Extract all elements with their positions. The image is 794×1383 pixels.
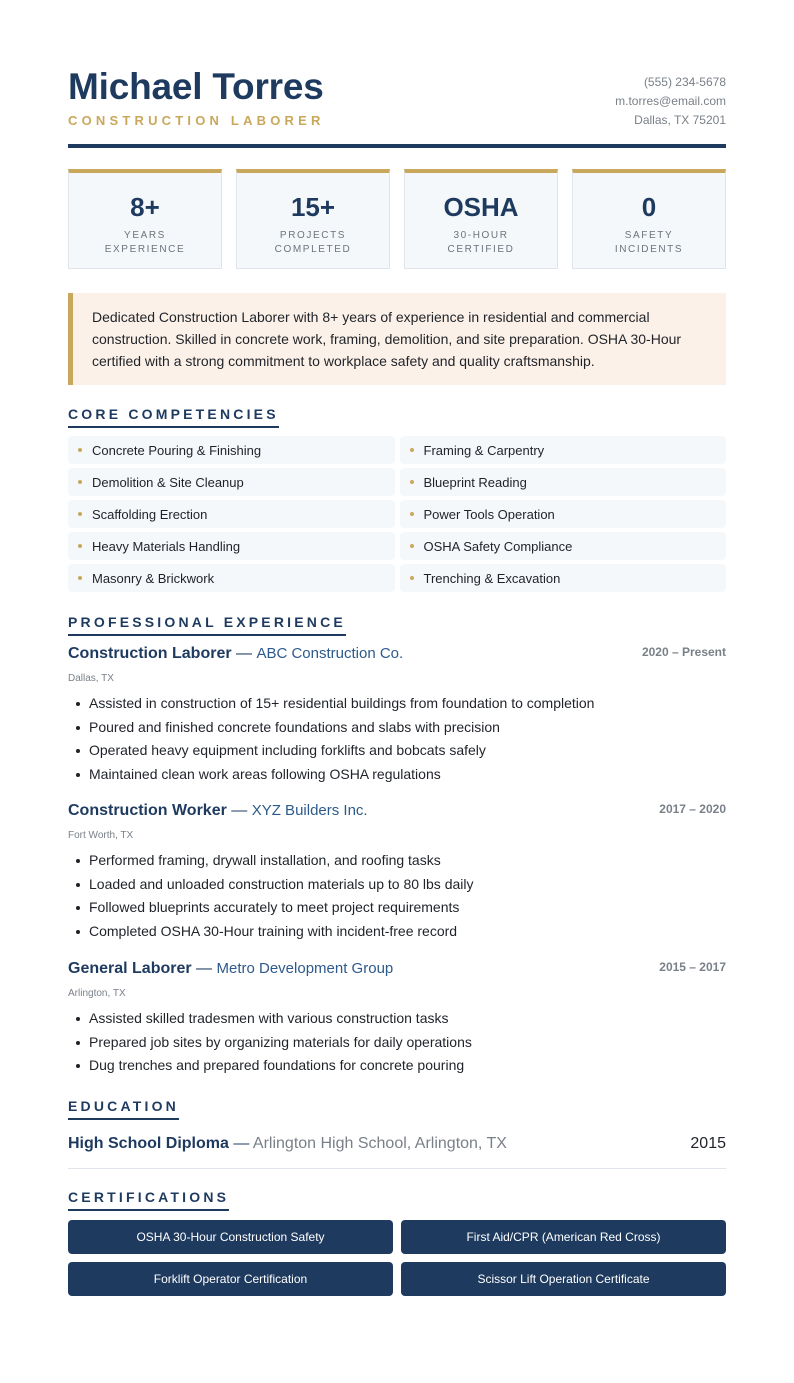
- contact-email: m.torres@email.com: [615, 94, 726, 108]
- job-location: Fort Worth, TX: [68, 830, 134, 841]
- bullet-dot-icon: [410, 448, 414, 452]
- competency-label: Scaffolding Erection: [92, 506, 208, 522]
- competency-item: [68, 436, 395, 464]
- stat-label: SAFETY INCIDENTS: [614, 230, 684, 255]
- job-bullets: [68, 849, 726, 944]
- competency-item: [400, 532, 727, 560]
- job-role: General Laborer: [68, 960, 192, 977]
- competency-item: [68, 564, 395, 592]
- education-degree: High School Diploma: [68, 1135, 229, 1152]
- competency-label: Demolition & Site Cleanup: [92, 474, 244, 490]
- job-header: [68, 802, 726, 824]
- competency-item: [68, 500, 395, 528]
- resume-page: [68, 0, 726, 1286]
- competency-item: [400, 564, 727, 592]
- job-bullet: Dug trenches and prepared foundations for concrete pouring: [68, 1054, 726, 1078]
- competency-label: Concrete Pouring & Finishing: [92, 442, 262, 458]
- competency-item: [68, 468, 395, 496]
- contact-location: Dallas, TX 75201: [634, 113, 726, 127]
- stat-value: OSHA: [443, 192, 519, 222]
- bullet-dot-icon: [78, 576, 82, 580]
- bullet-dot-icon: [78, 512, 82, 516]
- competency-item: [400, 436, 727, 464]
- job-bullet: Poured and finished concrete foundations and slabs with precision: [68, 716, 726, 740]
- job-bullet: Followed blueprints accurately to meet project requirements: [68, 896, 726, 920]
- job-bullets: [68, 1007, 726, 1078]
- stat-label: 30-HOUR CERTIFIED: [447, 230, 515, 255]
- competency-label: Masonry & Brickwork: [92, 570, 215, 586]
- bullet-dot-icon: [410, 544, 414, 548]
- bullet-dot-icon: [410, 576, 414, 580]
- job-bullet: Prepared job sites by organizing materials for daily operations: [68, 1031, 726, 1055]
- certification-badge: Scissor Lift Operation Certificate: [401, 1262, 726, 1296]
- certification-badge: OSHA 30-Hour Construction Safety: [68, 1220, 393, 1254]
- bullet-dot-icon: [78, 480, 82, 484]
- job-bullet: Completed OSHA 30-Hour training with incident-free record: [68, 920, 726, 944]
- stat-card-safety: [572, 169, 726, 269]
- bullet-dot-icon: [410, 512, 414, 516]
- job-dates: 2020 – Present: [641, 645, 726, 659]
- stat-value: 15+: [290, 192, 336, 222]
- stat-value: 0: [641, 192, 657, 222]
- job-separator: —: [226, 802, 252, 819]
- job-company: Metro Development Group: [216, 960, 394, 977]
- bullet-dot-icon: [410, 480, 414, 484]
- job-bullet: Operated heavy equipment including forklifts and bobcats safely: [68, 739, 726, 763]
- stat-card-osha: [404, 169, 558, 269]
- job-bullet: Assisted skilled tradesmen with various construction tasks: [68, 1007, 726, 1031]
- education-school: Arlington High School, Arlington, TX: [252, 1135, 507, 1152]
- competency-item: [400, 468, 727, 496]
- competency-label: Framing & Carpentry: [423, 442, 545, 458]
- section-heading-competencies: CORE COMPETENCIES: [68, 405, 279, 428]
- job-dates: 2017 – 2020: [659, 802, 726, 816]
- certification-badge: Forklift Operator Certification: [68, 1262, 393, 1296]
- education-entry: [68, 1135, 726, 1169]
- job-bullet: Maintained clean work areas following OSHA regulations: [68, 763, 726, 787]
- section-heading-education: EDUCATION: [68, 1097, 179, 1120]
- job-bullet: Performed framing, drywall installation, and roofing tasks: [68, 849, 726, 873]
- job-bullet: Assisted in construction of 15+ residential buildings from foundation to completion: [68, 692, 726, 716]
- education-year: 2015: [690, 1135, 726, 1152]
- competency-label: Trenching & Excavation: [423, 570, 561, 586]
- job-location: Dallas, TX: [68, 673, 114, 684]
- stat-label: PROJECTS COMPLETED: [274, 230, 352, 255]
- competency-item: [68, 532, 395, 560]
- job-company: ABC Construction Co.: [256, 645, 404, 662]
- competency-label: Blueprint Reading: [423, 474, 527, 490]
- job-dates: 2015 – 2017: [659, 960, 726, 974]
- competency-label: Heavy Materials Handling: [92, 538, 241, 554]
- resume-header: [68, 0, 726, 148]
- job-role: Construction Laborer: [68, 645, 232, 662]
- job-company: XYZ Builders Inc.: [251, 802, 368, 819]
- job-entry: [68, 645, 726, 787]
- job-title: CONSTRUCTION LABORER: [68, 113, 325, 128]
- certifications-grid: [68, 1220, 726, 1296]
- competency-item: [400, 500, 727, 528]
- competencies-grid: [68, 436, 726, 592]
- stats-row: [68, 169, 726, 269]
- job-entry: [68, 960, 726, 1078]
- competency-label: Power Tools Operation: [423, 506, 555, 522]
- job-header: [68, 645, 726, 667]
- job-role: Construction Worker: [68, 802, 227, 819]
- stat-card-years: [68, 169, 222, 269]
- bullet-dot-icon: [78, 544, 82, 548]
- stat-card-projects: [236, 169, 390, 269]
- job-location: Arlington, TX: [68, 988, 126, 999]
- professional-summary: Dedicated Construction Laborer with 8+ years of experience in residential and commercial construction. Skilled in concrete work, framing, demolition, and site preparation. OSHA 30-Hour certified with a strong commitment to workplace safety and quality craftsmanship.: [68, 293, 726, 385]
- job-entry: [68, 802, 726, 944]
- header-divider: [68, 144, 726, 148]
- job-bullet: Loaded and unloaded construction materials up to 80 lbs daily: [68, 873, 726, 897]
- education-separator: —: [228, 1135, 253, 1152]
- bullet-dot-icon: [78, 448, 82, 452]
- certification-badge: First Aid/CPR (American Red Cross): [401, 1220, 726, 1254]
- job-separator: —: [191, 960, 217, 977]
- contact-phone: (555) 234-5678: [643, 75, 726, 89]
- section-heading-certifications: CERTIFICATIONS: [68, 1188, 229, 1211]
- stat-value: 8+: [130, 192, 160, 222]
- job-bullets: [68, 692, 726, 787]
- competency-label: OSHA Safety Compliance: [423, 538, 573, 554]
- candidate-name: Michael Torres: [68, 66, 324, 107]
- job-separator: —: [231, 645, 257, 662]
- stat-label: YEARS EXPERIENCE: [104, 230, 186, 255]
- section-heading-experience: PROFESSIONAL EXPERIENCE: [68, 613, 346, 636]
- job-header: [68, 960, 726, 982]
- contact-info: [615, 73, 726, 130]
